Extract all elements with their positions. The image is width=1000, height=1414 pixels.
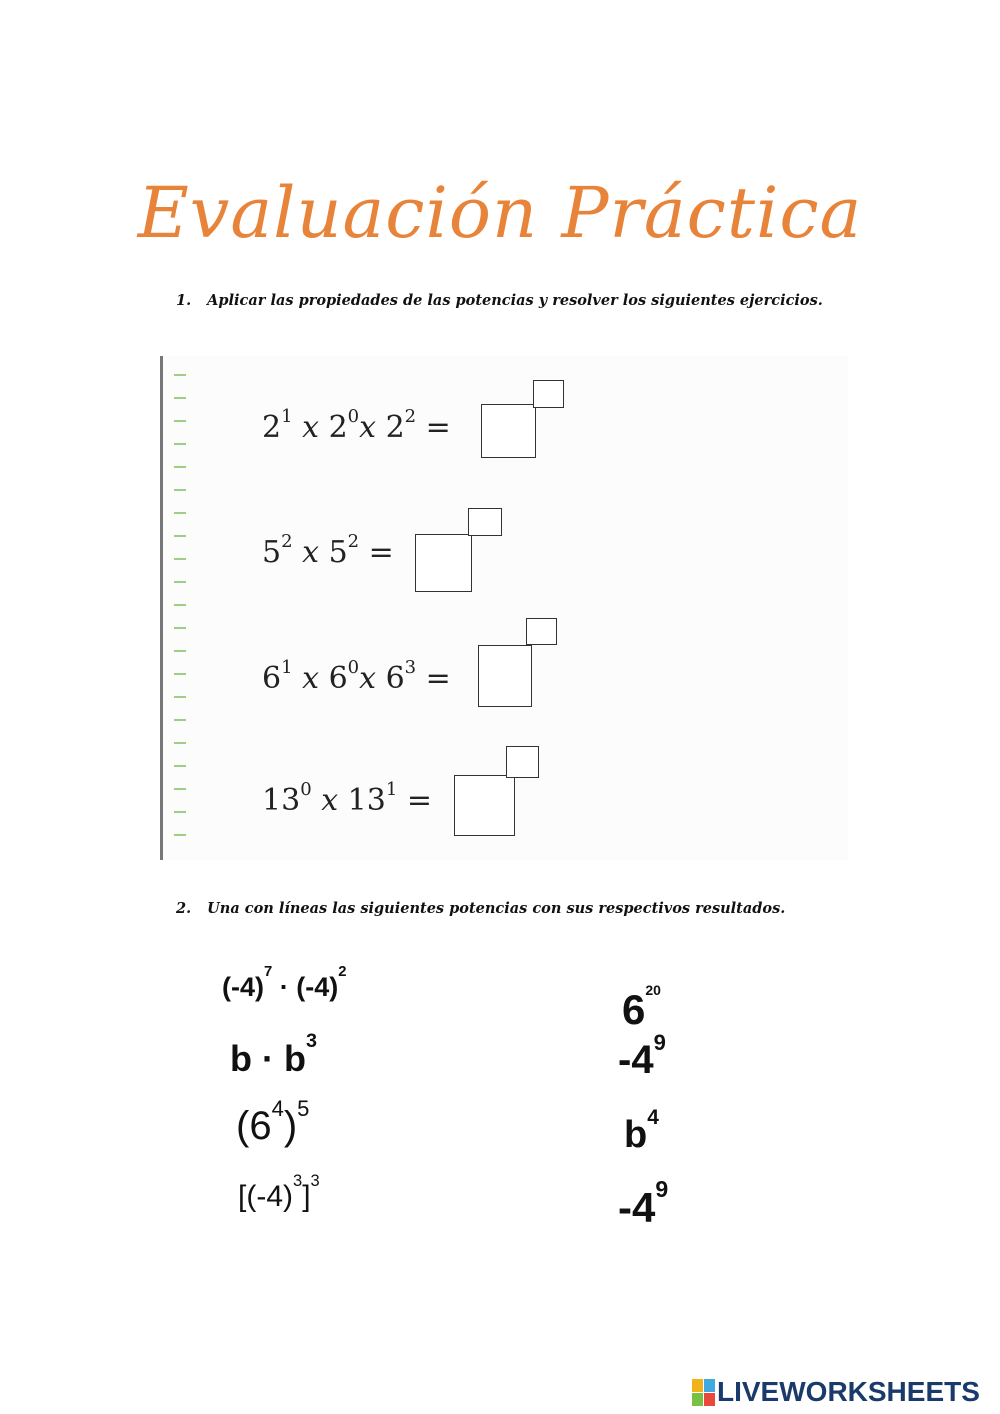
answer-exponent-box-4[interactable] xyxy=(506,746,539,778)
liveworksheets-logo xyxy=(692,1376,980,1408)
instruction-1 xyxy=(176,292,823,309)
instruction-1-text: Aplicar las propiedades de las potencias y resolver los siguientes ejercicios. xyxy=(207,292,823,309)
right-result-4[interactable]: $-4^9$ xyxy=(618,1176,669,1231)
answer-exponent-box-3[interactable] xyxy=(526,618,557,645)
panel-border xyxy=(160,356,163,860)
margin-ticks xyxy=(174,374,186,844)
left-expression-4[interactable]: $[(-4)^3]^3$ xyxy=(238,1172,320,1213)
equation-2: $5^2$ x $5^2$ = xyxy=(262,531,394,570)
left-expression-3[interactable]: $(6^4)^5$ xyxy=(236,1096,310,1148)
instruction-1-number: 1. xyxy=(176,292,192,309)
equation-4: $13^0$ x $13^1$ = xyxy=(262,779,432,818)
right-result-2[interactable]: $-4^9$ xyxy=(618,1030,666,1082)
right-result-1[interactable]: $6^{20}$ xyxy=(622,982,661,1033)
liveworksheets-mark-icon xyxy=(692,1379,715,1406)
equation-3: $6^1$ x $6^0x$ $6^3$ = xyxy=(262,657,451,696)
answer-base-box-4[interactable] xyxy=(454,775,515,836)
instruction-2 xyxy=(176,900,785,917)
right-result-3[interactable]: $b^4$ xyxy=(624,1106,659,1156)
instruction-2-number: 2. xyxy=(176,900,192,917)
answer-base-box-3[interactable] xyxy=(478,645,532,707)
answer-base-box-2[interactable] xyxy=(415,534,472,592)
left-expression-1[interactable]: $(-4)^7 \cdot (-4)^2$ xyxy=(222,964,347,1002)
equation-1: $2^1$ x $2^0x$ $2^2$ = xyxy=(262,406,451,445)
answer-exponent-box-1[interactable] xyxy=(533,380,564,408)
instruction-2-text: Una con líneas las siguientes potencias con sus respectivos resultados. xyxy=(207,900,786,917)
brand-name: LIVEWORKSHEETS xyxy=(717,1376,980,1407)
answer-base-box-1[interactable] xyxy=(481,404,536,458)
worksheet-title: Evaluación Práctica xyxy=(137,172,863,254)
left-expression-2[interactable]: $b \cdot b^3$ xyxy=(230,1030,318,1079)
answer-exponent-box-2[interactable] xyxy=(468,508,502,536)
